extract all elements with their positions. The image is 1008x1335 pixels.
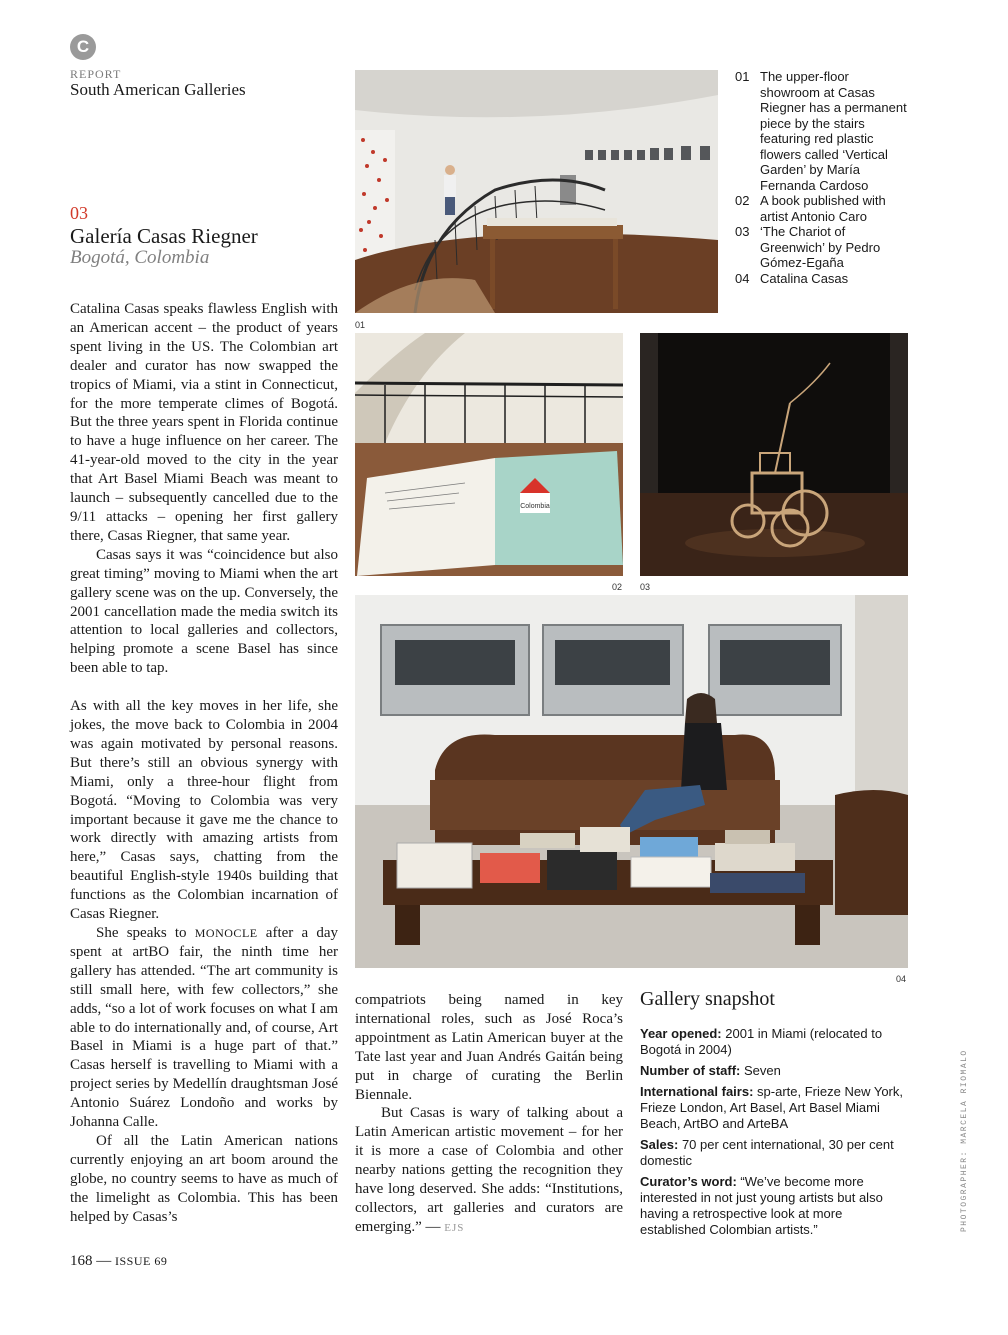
issue-number: ISSUE 69	[115, 1254, 168, 1268]
article-column-1	[70, 300, 338, 1227]
photo-chariot	[640, 333, 908, 576]
photo-book	[355, 333, 623, 576]
monocle-brand-text: MONOCLE	[194, 926, 258, 940]
gallery-snapshot	[640, 1026, 908, 1243]
article-paragraph: Casas says it was “coincidence but also great timing” moving to Miami when the art gallery scene was on the up. Conversely, the 2001 cancellation made the media switch its attention to local galleries and collectors, helping promote a scene Basel has since been able to tap.	[70, 546, 338, 677]
book-cover-text: Colombia	[520, 503, 550, 510]
section-title: South American Galleries	[70, 80, 246, 99]
caption-item: 04 Catalina Casas	[735, 270, 849, 286]
photo-showroom	[355, 70, 718, 313]
snapshot-title: Gallery snapshot	[640, 988, 775, 1010]
article-paragraph: Catalina Casas speaks flawless English with an American accent – the product of years spent living in the US. The Colombian art dealer and curator has now swapped the tropics of Miami, via a stint in Connecticut, for the more temperate climes of Bogotá. But the three years spent in Florida continue to have a huge influence on her career. The 41-year-old moved to the city in the year that Art Basel Miami Beach was meant to launch – subsequently cancelled due to the 9/11 attacks – opening her first gallery there, Casas Riegner, that same year.	[70, 301, 338, 544]
photo-captions	[735, 69, 910, 286]
snapshot-item: Year opened: 2001 in Miami (relocated to Bogotá in 2004)	[640, 1026, 883, 1057]
snapshot-item: Number of staff: Seven	[640, 1063, 781, 1078]
article-column-2	[355, 991, 623, 1238]
caption-item: 03 ‘The Chariot of Greenwich’ by Pedro Gómez-Egaña	[735, 224, 881, 270]
article-paragraph: She speaks to MONOCLE after a day spent at artBO fair, the ninth time her gallery has attended. “The art community is still small here, with few collectors,” she adds, “so a lot of work focuses on what I am able to do internationally and, of course, Art Basel in Miami is a huge part of that.” Casas herself is travelling to Miami with a project series by Medellín draughtsman José Antonio Suárez Londoño and works by Johanna Calle.	[70, 925, 338, 1131]
snapshot-item: Sales: 70 per cent international, 30 per cent domestic	[640, 1137, 894, 1168]
photo-label-04: 04	[896, 974, 907, 984]
author-signature: EJS	[444, 1221, 465, 1234]
photographer-credit: PHOTOGRAPHER: MARCELA RIOMALO	[960, 1049, 969, 1232]
wall-artworks	[381, 625, 841, 715]
snapshot-item: Curator’s word: “We’ve become more interested in not just young artists but also having a retrospective look at more established Colombian artists.”	[640, 1174, 883, 1237]
section-label: REPORT	[70, 67, 122, 81]
photo-label-03: 03	[640, 582, 651, 592]
snapshot-item: International fairs: sp-arte, Frieze New York, Frieze London, Art Basel, Art Basel Miami Beach, ArtBO and ArteBA	[640, 1084, 903, 1131]
gallery-name: Galería Casas Riegner	[70, 224, 258, 248]
photo-catalina-casas	[355, 595, 908, 968]
caption-item: 01 The upper-floor showroom at Casas Riegner has a permanent piece by the stairs featuring red plastic flowers called ‘Vertical Garden’ by María Fernanda Cardoso	[735, 69, 907, 193]
article-paragraph: Of all the Latin American nations currently enjoying an art boom around the globe, no country seems to have as much of the limelight as Colombia. This has been helped by Casas’s	[70, 1132, 338, 1225]
monocle-logo: C	[70, 34, 96, 60]
article-paragraph: compatriots being named in key international roles, such as José Roca’s appointment as Latin American buyer at the Tate last year and Juan Andrés Gaitán being put in charge of curating the Berlin Biennale.	[355, 992, 623, 1103]
page-number: 168 —	[70, 1253, 112, 1269]
page-footer	[70, 1253, 167, 1270]
caption-item: 02 A book published with artist Antonio Caro	[735, 193, 886, 224]
article-paragraph: As with all the key moves in her life, she jokes, the move back to Colombia in 2004 was again motivated by personal reasons. But there’s still an obvious synergy with Miami, only a three-hour flight from Bogotá. “Moving to Colombia was very important because it gave me the chance to work directly with amazing artists from here,” Casas says, chatting from the beautiful English-style 1940s building that functions as the Colombian incarnation of Casas Riegner.	[70, 698, 338, 923]
gallery-number: 03	[70, 203, 88, 223]
article-paragraph: But Casas is wary of talking about a Latin American artistic movement – for her it is more a case of Colombia and other nearby nations getting the recognition they have long deserved. She adds: “Institutions, collectors, art galleries and curators are emerging.” — EJS	[355, 1105, 623, 1235]
gallery-location: Bogotá, Colombia	[70, 247, 210, 268]
photo-label-01: 01	[355, 320, 366, 330]
photo-label-02: 02	[612, 582, 623, 592]
